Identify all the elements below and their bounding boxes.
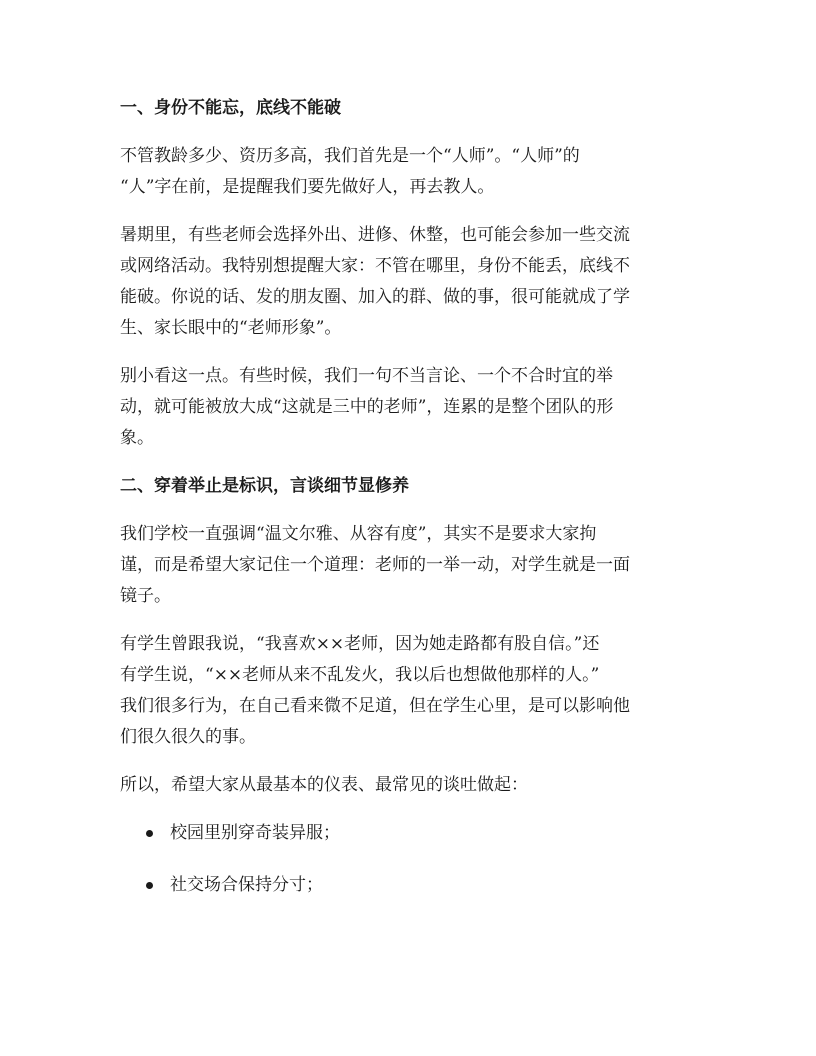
section-2-paragraph-2 — [120, 629, 700, 753]
text-line: 能破。你说的话、发的朋友圈、加入的群、做的事，很可能就成了学 — [120, 287, 630, 307]
text-line: 动，就可能被放大成“这就是三中的老师”，连累的是整个团队的形 — [120, 397, 614, 417]
text-line: 暑期里，有些老师会选择外出、进修、休整，也可能会参加一些交流 — [120, 225, 630, 245]
text-line: 别小看这一点。有些时候，我们一句不当言论、一个不合时宜的举 — [120, 366, 613, 386]
text-line: 生、家长眼中的“老师形象”。 — [120, 318, 342, 338]
text-line: 有学生说，“××老师从来不乱发火，我以后也想做他那样的人。” — [120, 665, 600, 685]
text-line: 不管教龄多少、资历多高，我们首先是一个“人师”。“人师”的 — [120, 146, 580, 166]
text-line: 或网络活动。我特别想提醒大家：不管在哪里，身份不能丢，底线不 — [120, 256, 630, 276]
document-body — [120, 93, 700, 922]
section-1-paragraph-1 — [120, 141, 700, 203]
section-2-heading: 二、穿着举止是标识，言谈细节显修养 — [120, 476, 409, 496]
text-line: 象。 — [120, 428, 154, 448]
bullet-list — [120, 818, 700, 901]
list-item-text: 社交场合保持分寸； — [170, 875, 323, 895]
list-item — [120, 870, 700, 901]
text-line: “人”字在前，是提醒我们要先做好人，再去教人。 — [120, 177, 495, 197]
text-line: 有学生曾跟我说，“我喜欢××老师，因为她走路都有股自信。”还 — [120, 634, 600, 654]
list-item — [120, 818, 700, 849]
text-line: 镜子。 — [120, 586, 171, 606]
text-line: 谨，而是希望大家记住一个道理：老师的一举一动，对学生就是一面 — [120, 555, 630, 575]
section-1-paragraph-3 — [120, 361, 700, 454]
text-line: 们很久很久的事。 — [120, 727, 256, 747]
section-2-paragraph-3 — [120, 770, 700, 801]
text-line: 我们很多行为，在自己看来微不足道，但在学生心里，是可以影响他 — [120, 696, 630, 716]
text-line: 我们学校一直强调“温文尔雅、从容有度”，其实不是要求大家拘 — [120, 524, 597, 544]
section-1-paragraph-2 — [120, 220, 700, 344]
list-item-text: 校园里别穿奇装异服； — [170, 823, 340, 843]
bullet-dot-icon — [146, 830, 153, 837]
text-line: 所以，希望大家从最基本的仪表、最常见的谈吐做起： — [120, 775, 528, 795]
bullet-dot-icon — [146, 882, 153, 889]
section-1-heading: 一、身份不能忘，底线不能破 — [120, 98, 341, 118]
section-2-paragraph-1 — [120, 519, 700, 612]
